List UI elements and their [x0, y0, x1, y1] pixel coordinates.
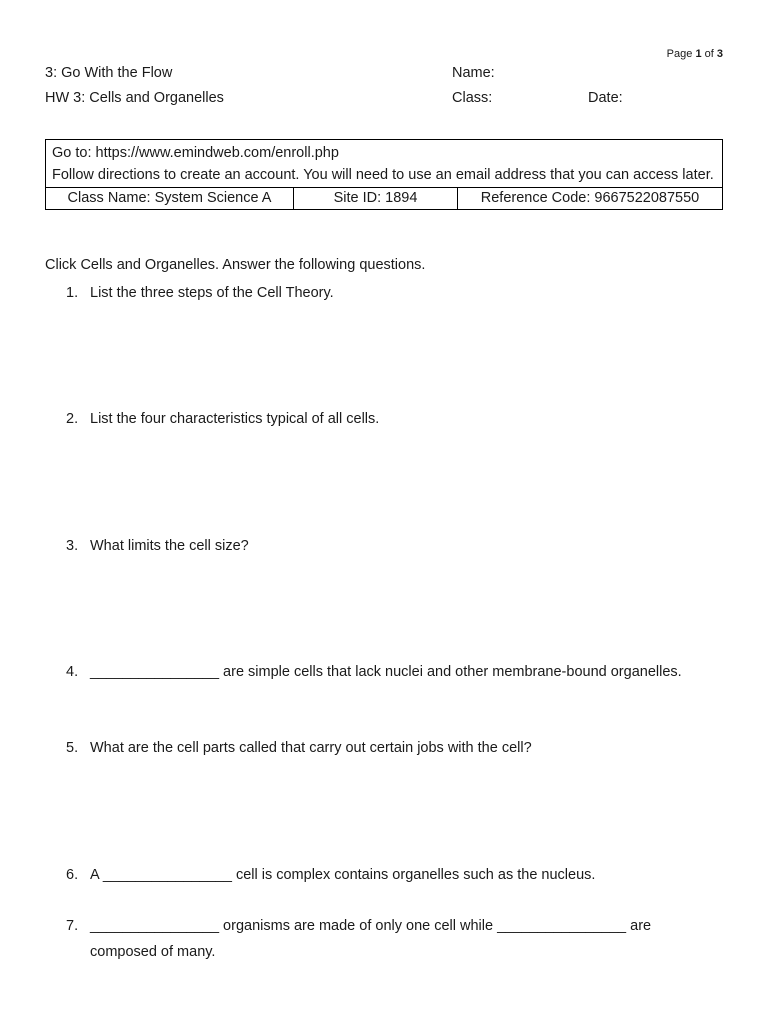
enrollment-info-row [46, 187, 722, 209]
page-label: Page [666, 48, 693, 60]
reference-code-cell: Reference Code: 9667522087550 [480, 190, 700, 206]
question-number: 3. [66, 538, 79, 554]
enroll-url-line: Go to: https://www.emindweb.com/enroll.php [52, 145, 339, 161]
question-text: List the three steps of the Cell Theory. [90, 285, 334, 301]
question-6 [66, 862, 706, 888]
question-text: What limits the cell size? [90, 538, 249, 554]
question-number: 5. [66, 740, 79, 756]
question-3 [66, 533, 706, 559]
question-1 [66, 280, 706, 306]
class-label: Class: [452, 90, 493, 106]
page-of: of [704, 48, 714, 60]
site-id-cell: Site ID: 1894 [294, 188, 458, 209]
question-text: A ________________ cell is complex contains organelles such as the nucleus. [90, 867, 596, 883]
question-number: 6. [66, 867, 79, 883]
homework-title: HW 3: Cells and Organelles [45, 90, 224, 106]
enrollment-box [45, 139, 723, 210]
name-label: Name: [452, 65, 495, 81]
question-number: 2. [66, 411, 79, 427]
question-5 [66, 735, 706, 761]
unit-title: 3: Go With the Flow [45, 65, 173, 81]
question-number: 1. [66, 285, 79, 301]
instructions: Click Cells and Organelles. Answer the following questions. [45, 257, 426, 273]
question-number: 4. [66, 664, 79, 680]
question-7 [66, 913, 706, 965]
question-text: ________________ organisms are made of only one cell while ________________ are composed of many. [90, 918, 652, 960]
class-name-cell: Class Name: System Science A [46, 188, 294, 209]
page-total: 3 [716, 48, 723, 60]
date-label: Date: [588, 90, 623, 106]
question-text: ________________ are simple cells that lack nuclei and other membrane-bound organelles. [90, 664, 682, 680]
enroll-directions: Follow directions to create an account. You will need to use an email address that you can access later. [52, 167, 714, 183]
question-4 [66, 659, 706, 685]
question-number: 7. [66, 918, 79, 934]
enrollment-instructions [46, 140, 722, 187]
question-2 [66, 406, 706, 432]
page-number [667, 48, 723, 60]
page-current: 1 [695, 48, 702, 60]
question-text: List the four characteristics typical of all cells. [90, 411, 380, 427]
question-text: What are the cell parts called that carry out certain jobs with the cell? [90, 740, 532, 756]
